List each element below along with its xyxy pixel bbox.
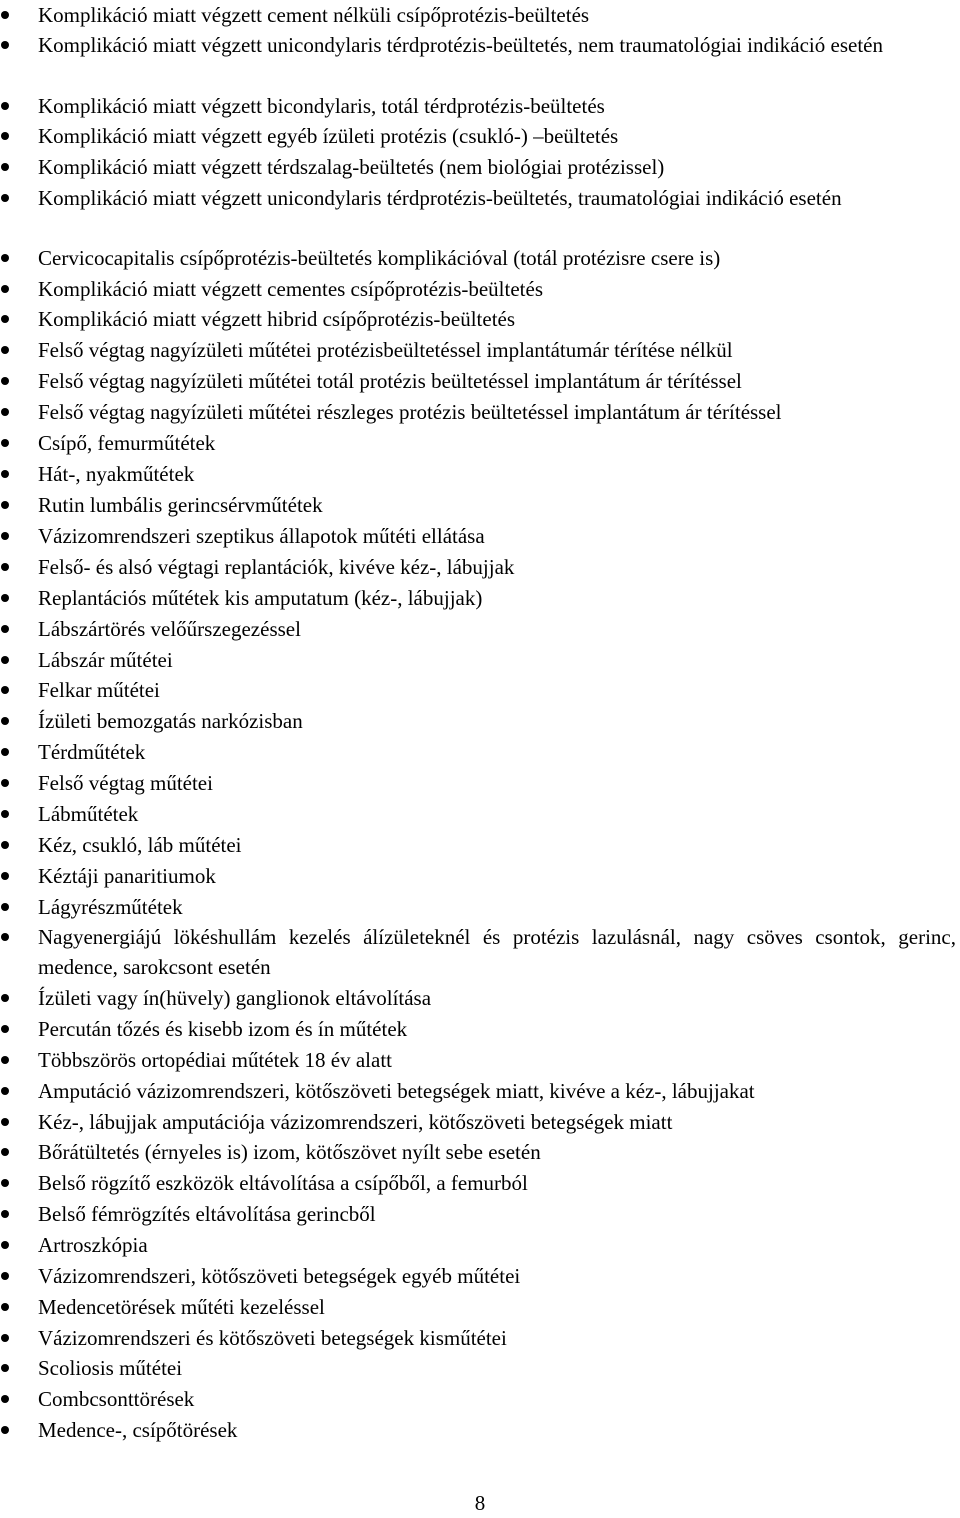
list-item-text: Vázizomrendszeri, kötőszöveti betegségek egyéb műtétei [38,1264,521,1288]
bullet-icon [1,346,9,354]
bullet-icon [1,11,9,19]
bullet-icon [1,1087,9,1095]
list-item-text: Replantációs műtétek kis amputatum (kéz-, lábujjak) [38,586,483,610]
list-item-text: Csípő, femurműtétek [38,431,216,455]
list-item-text: Kéz-, lábujjak amputációja vázizomrendszeri, kötőszöveti betegségek miatt [38,1110,673,1134]
list-item-text: Többszörös ortopédiai műtétek 18 év alatt [38,1048,392,1072]
list-item-text: Komplikáció miatt végzett bicondylaris, totál térdprotézis-beültetés [38,94,605,118]
list-item-text: Felső- és alsó végtagi replantációk, kivéve kéz-, lábujjak [38,555,515,579]
bullet-icon [1,408,9,416]
bullet-icon [1,779,9,787]
bullet-icon [1,994,9,1002]
list-item-text: Kéz, csukló, láb műtétei [38,833,242,857]
list-item-text: Hát-, nyakműtétek [38,462,195,486]
bullet-icon [1,41,9,49]
bullet-icon [1,1056,9,1064]
bullet-icon [1,841,9,849]
list-item-text: Combcsonttörések [38,1387,195,1411]
bullet-icon [1,501,9,509]
list-item-text: Lábműtétek [38,802,139,826]
bullet-icon [1,285,9,293]
bullet-icon [1,748,9,756]
list-item-text: Medencetörések műtéti kezeléssel [38,1295,325,1319]
list-item-text: Vázizomrendszeri és kötőszöveti betegségek kisműtétei [38,1326,507,1350]
bullet-icon [1,377,9,385]
list-item-text: Kéztáji panaritiumok [38,864,216,888]
bullet-icon [1,254,9,262]
bullet-icon [1,1395,9,1403]
list-item-text: Artroszkópia [38,1233,148,1257]
bullet-icon [1,470,9,478]
list-item-text: Felső végtag nagyízületi műtétei protézisbeültetéssel implantátumár térítése nélkül [38,338,733,362]
bullet-icon [1,532,9,540]
list-item-text: Medence-, csípőtörések [38,1418,238,1442]
list-item-text: Felső végtag műtétei [38,771,213,795]
bullet-icon [1,594,9,602]
list-item-text: Rutin lumbális gerincsérvműtétek [38,493,323,517]
bullet-icon [1,1364,9,1372]
list-item-text: Belső rögzítő eszközök eltávolítása a csípőből, a femurból [38,1171,528,1195]
bullet-icon [1,810,9,818]
bullet-icon [1,563,9,571]
bullet-icon [1,872,9,880]
page-number: 8 [474,1491,486,1515]
list-item-text: Bőrátültetés (érnyeles is) izom, kötőszövet nyílt sebe esetén [38,1140,541,1164]
list-item-text: Komplikáció miatt végzett hibrid csípőprotézis-beültetés [38,307,516,331]
list-item-text: Komplikáció miatt végzett egyéb ízületi protézis (csukló-) –beültetés [38,124,619,148]
bullet-icon [1,686,9,694]
list-item-text: Lágyrészműtétek [38,895,183,919]
bullet-icon [1,132,9,140]
list-item-text: Komplikáció miatt végzett unicondylaris térdprotézis-beültetés, nem traumatológiai indikáció esetén [38,33,883,57]
bullet-icon [1,717,9,725]
bullet-icon [1,1334,9,1342]
list-item-text: Térdműtétek [38,740,146,764]
bullet-icon [1,102,9,110]
list-item-text: Lábszár műtétei [38,648,173,672]
list-item-text: Scoliosis műtétei [38,1356,183,1380]
list-item-text: Felső végtag nagyízületi műtétei totál protézis beültetéssel implantátum ár térítéssel [38,369,742,393]
bullet-icon [1,1148,9,1156]
list-item-text: Nagyenergiájú lökéshullám kezelés álízületeknél és protézis lazulásnál, nagy csöves csontok, gerinc, medence, sarokcsont esetén [38,925,956,979]
list-item-text: Komplikáció miatt végzett unicondylaris térdprotézis-beültetés, traumatológiai indikáció esetén [38,186,842,210]
bullet-icon [1,1210,9,1218]
list-item-text: Ízületi bemozgatás narkózisban [38,709,303,733]
list-item-text: Lábszártörés velőűrszegezéssel [38,617,301,641]
list-item-text: Felkar műtétei [38,678,160,702]
bullet-icon [1,1272,9,1280]
bullet-icon [1,194,9,202]
bullet-icon [1,656,9,664]
list-item-text: Cervicocapitalis csípőprotézis-beültetés komplikációval (totál protézisre csere is) [38,246,721,270]
bullet-icon [1,439,9,447]
list-item-text: Felső végtag nagyízületi műtétei részleges protézis beültetéssel implantátum ár térítéssel [38,400,782,424]
bullet-icon [1,933,9,941]
bullet-icon [1,1118,9,1126]
list-item-text: Komplikáció miatt végzett cementes csípőprotézis-beültetés [38,277,543,301]
list-item-text: Komplikáció miatt végzett térdszalag-beültetés (nem biológiai protézissel) [38,155,665,179]
list-item-text: Amputáció vázizomrendszeri, kötőszöveti betegségek miatt, kivéve a kéz-, lábujjakat [38,1079,755,1103]
list-item-text: Ízületi vagy ín(hüvely) ganglionok eltávolítása [38,986,432,1010]
bullet-icon [1,625,9,633]
bullet-icon [1,1025,9,1033]
bullet-icon [1,1179,9,1187]
bullet-icon [1,163,9,171]
list-item-text: Vázizomrendszeri szeptikus állapotok műtéti ellátása [38,524,485,548]
list-item-text: Percután tőzés és kisebb izom és ín műtétek [38,1017,408,1041]
list-item-text: Komplikáció miatt végzett cement nélküli csípőprotézis-beültetés [38,3,590,27]
bullet-icon [1,315,9,323]
bullet-icon [1,903,9,911]
bullet-icon [1,1426,9,1434]
list-item-text: Belső fémrögzítés eltávolítása gerincből [38,1202,376,1226]
bullet-icon [1,1241,9,1249]
bullet-icon [1,1303,9,1311]
